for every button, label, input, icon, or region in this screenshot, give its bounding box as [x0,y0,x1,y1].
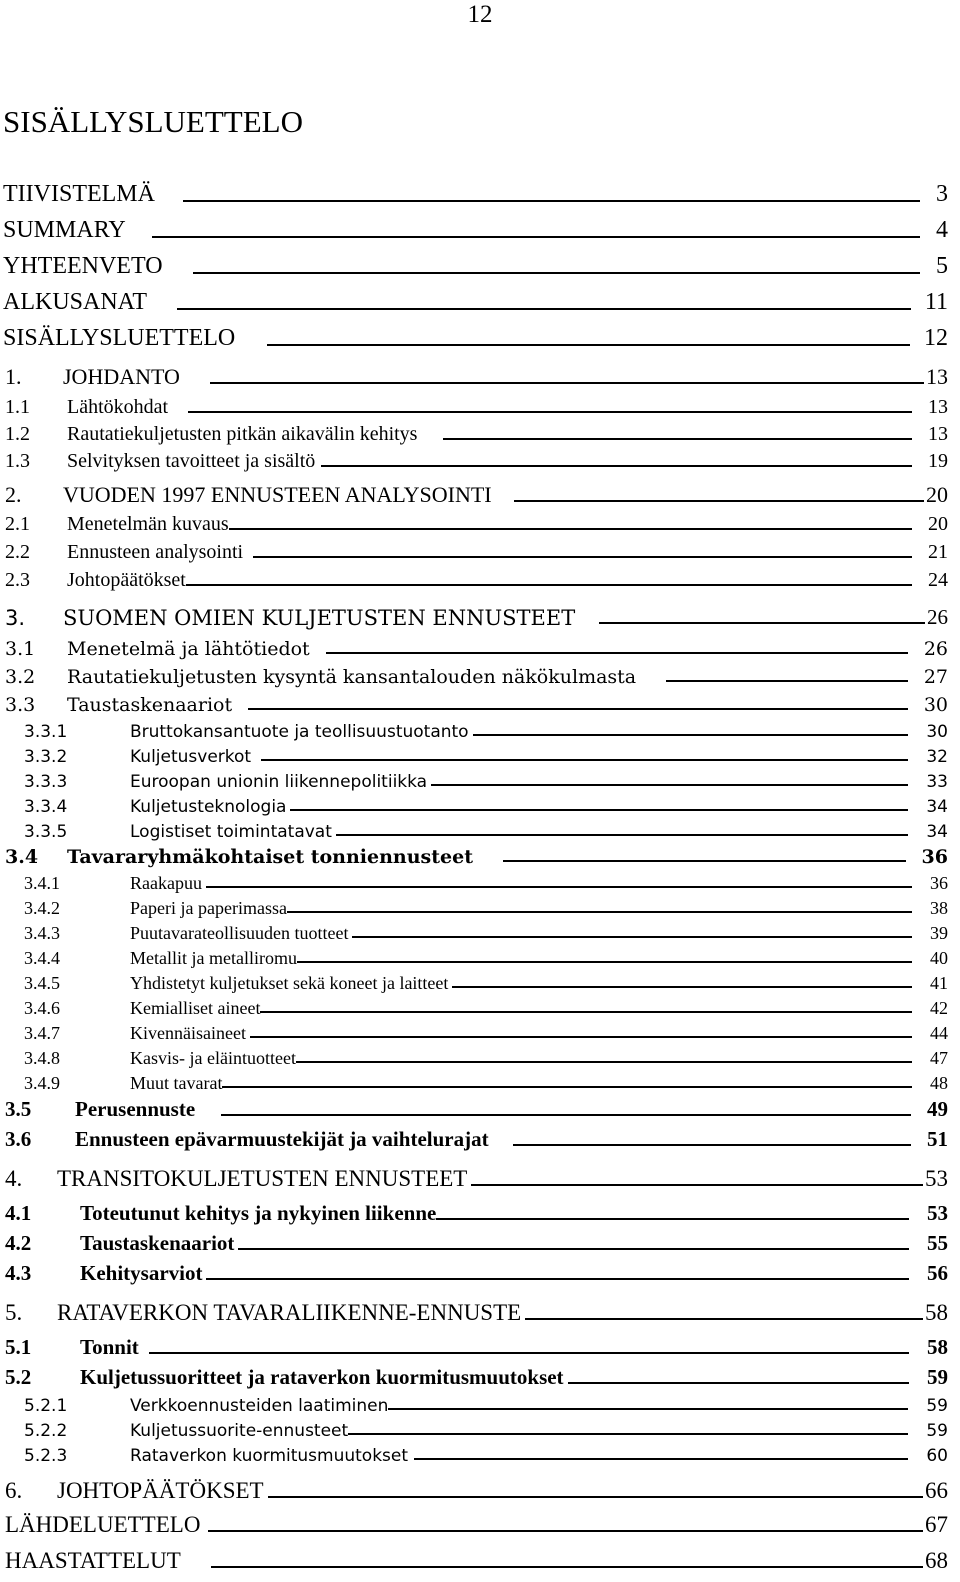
toc-entry-page: 19 [928,450,948,472]
toc-entry-page: 38 [930,898,948,918]
toc-entry-number: 5.2.1 [24,1396,68,1416]
toc-entry-page: 59 [927,1365,948,1389]
toc-entry-number: 1.3 [5,450,30,472]
dot-leader [290,808,908,811]
toc-entry-page: 32 [926,747,948,767]
toc-entry-page: 36 [921,846,948,868]
toc-entry-number: 2.2 [5,541,30,563]
dot-leader [250,1035,912,1038]
toc-entry-label: HAASTATTELUT [5,1548,181,1573]
toc-entry-label: Bruttokansantuote ja teollisuustuotanto [130,722,469,742]
toc-entry-page: 53 [927,1201,948,1225]
toc-entry-label: Selvityksen tavoitteet ja sisältö [67,450,316,472]
toc-entry-number: 3.4.3 [24,923,60,943]
toc-entry-number: 5.1 [5,1335,32,1359]
toc-entry-page: 55 [927,1231,948,1255]
toc-entry-page: 30 [923,694,948,716]
dot-leader [248,707,908,710]
toc-entry-number: 3.4.7 [24,1023,60,1043]
toc-entry-page: 34 [926,822,948,842]
toc-entry-number: 3.3.2 [24,747,68,767]
toc-entry-page: 67 [925,1512,948,1537]
toc-entry-label: Logistiset toimintatavat [130,822,332,842]
toc-entry-number: 3.3 [5,694,36,716]
toc-entry-label: Menetelmän kuvaus [67,513,229,535]
dot-leader [287,910,912,913]
page-title: SISÄLLYSLUETTELO [3,104,303,139]
toc-entry-number: 3.3.3 [24,772,68,792]
toc-entry-5-1[interactable] [0,1330,960,1360]
dot-leader [666,679,908,682]
dot-leader [222,1085,912,1088]
dot-leader [443,437,912,440]
dot-leader [296,1060,912,1063]
toc-entry-label: ALKUSANAT [3,289,147,315]
toc-entry-label: Yhdistetyt kuljetukset sekä koneet ja laitteet [130,973,449,993]
dot-leader [206,1277,909,1280]
dot-leader [183,199,920,202]
toc-entry-label: Kemialliset aineet [130,998,261,1018]
toc-entry-number: 3.3.5 [24,822,68,842]
toc-entry-number: 1.2 [5,423,30,445]
toc-entry-label: Muut tavarat [130,1073,223,1093]
toc-entry-number: 3.1 [5,638,36,660]
toc-entry-label: Kivennäisaineet [130,1023,246,1043]
toc-entry-label: Puutavarateollisuuden tuotteet [130,923,349,943]
toc-entry-4-3[interactable] [0,1256,960,1286]
toc-entry-page: 66 [925,1478,948,1503]
toc-entry-number: 3.4.1 [24,873,60,893]
toc-entry-page: 13 [928,423,948,445]
dot-leader [326,651,908,654]
toc-entry-3-2[interactable] [0,658,960,688]
toc-entry-label: Menetelmä ja lähtötiedot [67,638,310,660]
toc-entry-label: YHTEENVETO [3,253,163,279]
dot-leader [431,783,908,786]
toc-entry-number: 3.4.2 [24,898,60,918]
toc-entry-page: 59 [926,1421,948,1441]
toc-entry-number: 2.3 [5,569,30,591]
toc-entry-page: 51 [927,1127,948,1151]
dot-leader [149,1351,909,1354]
toc-entry-label: Paperi ja paperimassa [130,898,287,918]
toc-entry-page: 58 [927,1335,948,1359]
toc-entry-page: 26 [923,638,948,660]
toc-entry-label: Ennusteen analysointi [67,541,244,563]
toc-entry-number: 2.1 [5,513,30,535]
dot-leader [471,1183,923,1186]
toc-entry-label: Metallit ja metalliromu [130,948,297,968]
toc-entry-chapter-4[interactable] [0,1162,960,1192]
dot-leader [152,235,920,238]
toc-entry-label: Rataverkon kuormitusmuutokset [130,1446,409,1466]
dot-leader [525,1317,923,1320]
toc-entry-number: 2. [5,482,22,507]
dot-leader [321,464,912,467]
toc-entry-page: 30 [926,722,948,742]
dot-leader [452,985,912,988]
dot-leader [599,621,925,624]
dot-leader [229,527,912,530]
toc-entry-page: 47 [930,1048,948,1068]
toc-entry-page: 41 [930,973,948,993]
toc-entry-label: Raakapuu [130,873,202,893]
toc-entry-page: 49 [927,1097,948,1121]
dot-leader [436,1217,909,1220]
toc-entry-number: 3.4.8 [24,1048,60,1068]
toc-entry-number: 3.2 [5,666,36,688]
toc-entry-2-2[interactable] [0,534,960,564]
toc-entry-4-1[interactable] [0,1196,960,1226]
toc-entry-4-2[interactable] [0,1226,960,1256]
toc-entry-label: LÄHDELUETTELO [5,1512,201,1537]
toc-entry-label: RATAVERKON TAVARALIIKENNE-ENNUSTE [57,1300,522,1325]
toc-entry-number: 4.3 [5,1261,32,1285]
toc-entry-page: 20 [926,482,948,507]
toc-entry-number: 1. [5,364,22,389]
dot-leader [513,1143,911,1146]
toc-entry-page: 33 [926,772,948,792]
toc-entry-number: 5.2.3 [24,1446,68,1466]
toc-entry-number: 3. [5,606,26,630]
toc-entry-label: SISÄLLYSLUETTELO [3,325,236,351]
toc-entry-3-6[interactable] [0,1122,960,1152]
toc-entry-page: 3 [936,181,948,207]
toc-entry-label: Kuljetusverkot [130,747,252,767]
toc-entry-page: 40 [930,948,948,968]
toc-entry-page: 53 [925,1166,948,1191]
toc-entry-page: 13 [928,396,948,418]
toc-entry-page: 56 [927,1261,948,1285]
toc-entry-number: 3.4 [5,846,39,868]
toc-entry-chapter-3[interactable] [0,600,960,630]
toc-entry-number: 1.1 [5,396,30,418]
dot-leader [260,1010,912,1013]
toc-entry-page: 27 [923,666,948,688]
toc-entry-number: 3.3.4 [24,797,68,817]
toc-entry-label: Toteutunut kehitys ja nykyinen liikenne [80,1201,437,1225]
dot-leader [268,1495,923,1498]
toc-entry-summary[interactable] [0,214,960,244]
toc-entry-page: 12 [924,325,948,351]
toc-entry-label: TIIVISTELMÄ [3,181,155,207]
toc-entry-number: 5. [5,1300,23,1325]
toc-entry-label: Kehitysarviot [80,1261,203,1285]
toc-entry-page: 48 [930,1073,948,1093]
toc-entry-label: Kasvis- ja eläintuotteet [130,1048,296,1068]
toc-entry-chapter-1[interactable] [0,360,960,390]
dot-leader [186,583,912,586]
toc-entry-yhteenveto[interactable] [0,250,960,280]
toc-entry-label: Kuljetusteknologia [130,797,287,817]
dot-leader [210,381,924,384]
toc-entry-chapter-6[interactable] [0,1474,960,1504]
toc-entry-page: 42 [930,998,948,1018]
toc-entry-label: Rautatiekuljetusten kysyntä kansantalouden näkökulmasta [67,666,637,688]
toc-entry-tiivistelma[interactable] [0,178,960,208]
toc-entry-page: 58 [925,1300,948,1325]
dot-leader [188,410,912,413]
toc-entry-number: 3.5 [5,1097,32,1121]
toc-entry-page: 44 [930,1023,948,1043]
toc-entry-3-4-9[interactable] [0,1064,960,1094]
toc-entry-2-3[interactable] [0,562,960,592]
toc-entry-number: 4. [5,1166,23,1191]
toc-entry-chapter-2[interactable] [0,478,960,508]
toc-entry-label: TRANSITOKULJETUSTEN ENNUSTEET [57,1166,468,1191]
toc-entry-1-1[interactable] [0,389,960,419]
toc-entry-number: 3.4.5 [24,973,60,993]
toc-entry-page: 68 [925,1548,948,1573]
toc-entry-label: Verkkoennusteiden laatiminen [130,1396,389,1416]
toc-entry-label: Ennusteen epävarmuustekijät ja vaihtelurajat [75,1127,489,1151]
dot-leader [414,1457,908,1460]
toc-entry-number: 4.1 [5,1201,32,1225]
toc-entry-number: 3.4.4 [24,948,60,968]
toc-entry-sisallysluettelo[interactable] [0,322,960,352]
dot-leader [388,1407,908,1410]
toc-entry-page: 26 [927,605,948,629]
toc-entry-label: VUODEN 1997 ENNUSTEEN ANALYSOINTI [63,482,492,507]
dot-leader [297,960,912,963]
page-number: 12 [467,1,493,28]
toc-entry-page: 24 [928,569,948,591]
toc-entry-page: 39 [930,923,948,943]
toc-entry-label: Taustaskenaariot [67,694,233,716]
toc-entry-3-1[interactable] [0,630,960,660]
dot-leader [503,859,906,862]
toc-entry-label: Kuljetussuoritteet ja rataverkon kuormitusmuutokset [80,1365,564,1389]
dot-leader [193,271,920,274]
toc-entry-label: Johtopäätökset [67,569,186,591]
toc-entry-page: 4 [936,217,948,243]
dot-leader [208,1529,923,1532]
toc-entry-label: SUMMARY [3,217,126,243]
dot-leader [473,733,909,736]
toc-entry-number: 3.4.9 [24,1073,60,1093]
toc-entry-3-5[interactable] [0,1092,960,1122]
toc-entry-label: JOHTOPÄÄTÖKSET [57,1478,264,1503]
toc-entry-1-2[interactable] [0,416,960,446]
toc-entry-2-1[interactable] [0,506,960,536]
toc-entry-page: 34 [926,797,948,817]
dot-leader [352,935,912,938]
toc-entry-5-2-3[interactable] [0,1436,960,1466]
toc-entry-page: 13 [926,364,948,389]
toc-entry-page: 36 [930,873,948,893]
dot-leader [267,343,910,346]
toc-entry-label: Rautatiekuljetusten pitkän aikavälin kehitys [67,423,418,445]
toc-entry-number: 4.2 [5,1231,32,1255]
dot-leader [177,307,911,310]
dot-leader [253,555,912,558]
toc-entry-page: 60 [926,1446,948,1466]
toc-entry-alkusanat[interactable] [0,286,960,316]
toc-entry-label: Euroopan unionin liikennepolitiikka [130,772,428,792]
toc-entry-label: Tavararyhmäkohtaiset tonniennusteet [67,846,473,868]
toc-entry-label: Taustaskenaariot [80,1231,235,1255]
toc-entry-page: 59 [926,1396,948,1416]
toc-entry-haastattelut[interactable] [0,1544,960,1574]
toc-entry-label: Kuljetussuorite-ennusteet [130,1421,349,1441]
toc-entry-chapter-5[interactable] [0,1296,960,1326]
dot-leader [221,1113,911,1116]
toc-entry-number: 3.4.6 [24,998,60,1018]
dot-leader [211,1565,923,1568]
dot-leader [336,833,908,836]
toc-entry-lahdeluettelo[interactable] [0,1508,960,1538]
toc-entry-label: SUOMEN OMIEN KULJETUSTEN ENNUSTEET [63,606,576,630]
toc-entry-page: 20 [928,513,948,535]
toc-entry-number: 3.3.1 [24,722,68,742]
toc-entry-page: 21 [928,541,948,563]
toc-entry-page: 11 [924,289,948,315]
dot-leader [568,1381,909,1384]
toc-entry-label: Tonnit [80,1335,139,1359]
toc-entry-1-3[interactable] [0,443,960,473]
toc-entry-number: 5.2.2 [24,1421,68,1441]
dot-leader [238,1247,909,1250]
toc-entry-number: 3.6 [5,1127,32,1151]
toc-entry-label: Perusennuste [75,1097,196,1121]
toc-entry-page: 5 [936,253,948,279]
dot-leader [348,1432,908,1435]
dot-leader [261,758,908,761]
toc-entry-number: 5.2 [5,1365,32,1389]
dot-leader [206,885,912,888]
dot-leader [514,499,924,502]
toc-entry-label: JOHDANTO [63,364,180,389]
toc-entry-label: Lähtökohdat [67,396,169,418]
toc-entry-number: 6. [5,1478,23,1503]
